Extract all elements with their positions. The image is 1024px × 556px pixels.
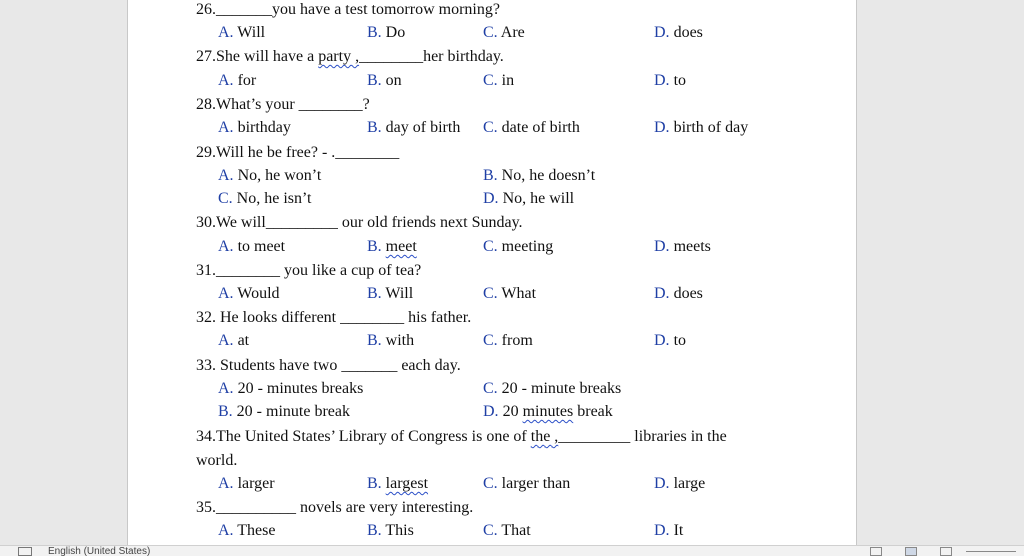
option-letter: D. xyxy=(654,72,670,89)
question-stem xyxy=(196,0,500,20)
option-letter: A. xyxy=(218,72,234,89)
question-stem xyxy=(196,47,504,67)
answer-option[interactable] xyxy=(218,237,285,257)
option-text: 20 - minutes breaks xyxy=(237,380,364,397)
option-letter: C. xyxy=(483,119,498,136)
option-letter: D. xyxy=(654,238,670,255)
answer-option[interactable] xyxy=(218,284,280,304)
option-text: No, he will xyxy=(502,190,575,207)
option-text: Are xyxy=(500,24,525,41)
option-text: It xyxy=(673,522,684,539)
answer-option[interactable] xyxy=(367,118,460,138)
stem-text: 28.What’s your ________? xyxy=(196,96,370,113)
option-letter: D. xyxy=(483,190,499,207)
stem-text: 35.__________ novels are very interesting. xyxy=(196,499,474,516)
option-text: from xyxy=(501,332,533,349)
option-letter: C. xyxy=(483,238,498,255)
option-text: No, he won’t xyxy=(237,167,322,184)
answer-option[interactable] xyxy=(654,331,686,351)
language-indicator[interactable]: English (United States) xyxy=(48,546,151,556)
option-text: on xyxy=(385,72,402,89)
option-letter: C. xyxy=(483,72,498,89)
option-letter: B. xyxy=(483,167,498,184)
answer-option[interactable] xyxy=(654,521,683,541)
question-stem-continuation: world. xyxy=(196,452,238,469)
answer-option[interactable] xyxy=(218,166,321,186)
answer-option[interactable] xyxy=(483,284,536,304)
question-stem xyxy=(196,308,471,328)
stem-text: _________ libraries in the xyxy=(558,428,727,445)
option-text: meeting xyxy=(501,238,554,255)
stem-text: 26. xyxy=(196,1,216,18)
option-text: large xyxy=(673,475,706,492)
answer-option[interactable] xyxy=(483,237,553,257)
option-letter: C. xyxy=(218,190,233,207)
option-text: meet xyxy=(385,238,417,255)
option-text: does xyxy=(673,285,703,302)
answer-option[interactable] xyxy=(654,118,748,138)
answer-option[interactable] xyxy=(218,474,275,494)
option-text: What xyxy=(501,285,537,302)
answer-option[interactable] xyxy=(218,331,249,351)
option-text: to meet xyxy=(237,238,286,255)
option-letter: B. xyxy=(367,332,382,349)
stem-text: ________her birthday. xyxy=(359,48,504,65)
option-text: does xyxy=(673,24,703,41)
stem-text: 27.She will have a xyxy=(196,48,319,65)
question-stem xyxy=(196,498,473,518)
option-text: meets xyxy=(673,238,711,255)
option-letter: A. xyxy=(218,24,234,41)
answer-option[interactable] xyxy=(367,71,402,91)
question-stem xyxy=(196,427,727,447)
answer-option[interactable] xyxy=(367,284,413,304)
option-text: day of birth xyxy=(385,119,461,136)
option-letter: A. xyxy=(218,475,234,492)
stem-text: party , xyxy=(318,48,360,65)
stem-text: 32. He looks different ________ his father. xyxy=(196,309,472,326)
option-letter: A. xyxy=(218,285,234,302)
stem-text: 34.The United States’ Library of Congress is one of xyxy=(196,428,531,445)
answer-option[interactable] xyxy=(367,237,417,257)
option-letter: A. xyxy=(218,119,234,136)
stem-text: you have a test tomorrow morning? xyxy=(272,1,500,18)
option-text: Do xyxy=(385,24,406,41)
option-letter: B. xyxy=(218,403,233,420)
option-letter: A. xyxy=(218,380,234,397)
option-letter: A. xyxy=(218,238,234,255)
stem-text: 29.Will he be free? - .________ xyxy=(196,144,400,161)
answer-option[interactable] xyxy=(218,23,265,43)
zoom-slider[interactable] xyxy=(966,551,1016,552)
option-letter: D. xyxy=(654,285,670,302)
answer-option[interactable] xyxy=(483,521,531,541)
option-letter: D. xyxy=(483,403,499,420)
option-text: with xyxy=(385,332,415,349)
option-text: birth of day xyxy=(673,119,749,136)
answer-option[interactable] xyxy=(218,379,363,399)
option-text: in xyxy=(501,72,515,89)
question-stem xyxy=(196,213,523,233)
option-text: to xyxy=(673,72,687,89)
option-letter: C. xyxy=(483,475,498,492)
option-letter: B. xyxy=(367,72,382,89)
answer-option[interactable] xyxy=(654,23,703,43)
option-letter: B. xyxy=(367,119,382,136)
option-text: Will xyxy=(237,24,266,41)
option-letter: C. xyxy=(483,24,498,41)
option-text: That xyxy=(501,522,531,539)
answer-option[interactable] xyxy=(367,23,405,43)
option-text: for xyxy=(237,72,257,89)
answer-option[interactable] xyxy=(483,379,621,399)
option-text: largest xyxy=(385,475,429,492)
option-letter: A. xyxy=(218,332,234,349)
answer-option[interactable] xyxy=(654,474,705,494)
option-letter: D. xyxy=(654,24,670,41)
option-letter: D. xyxy=(654,522,670,539)
option-letter: C. xyxy=(483,332,498,349)
option-letter: C. xyxy=(483,380,498,397)
option-letter: D. xyxy=(654,475,670,492)
answer-option[interactable] xyxy=(483,166,595,186)
status-bar xyxy=(0,545,1024,556)
question-stem xyxy=(196,143,399,163)
option-letter: A. xyxy=(218,522,234,539)
option-text: These xyxy=(237,522,276,539)
option-text: larger xyxy=(237,475,275,492)
option-text: larger than xyxy=(501,475,571,492)
stem-text: the , xyxy=(530,428,559,445)
answer-option[interactable] xyxy=(367,474,428,494)
answer-option[interactable] xyxy=(654,284,703,304)
answer-option[interactable] xyxy=(218,402,350,422)
option-text: Would xyxy=(237,285,280,302)
option-letter: B. xyxy=(367,475,382,492)
answer-option[interactable] xyxy=(367,521,414,541)
option-letter: B. xyxy=(367,522,382,539)
option-text: 20 - minute break xyxy=(236,403,350,420)
option-text: Will xyxy=(385,285,414,302)
option-text: No, he doesn’t xyxy=(501,167,596,184)
option-text: 20 - minute breaks xyxy=(501,380,622,397)
answer-option[interactable] xyxy=(483,71,514,91)
answer-option[interactable] xyxy=(483,402,613,422)
stem-text: 33. Students have two _______ each day. xyxy=(196,357,461,374)
option-letter: B. xyxy=(367,24,382,41)
option-text: This xyxy=(385,522,414,539)
option-letter: C. xyxy=(483,285,498,302)
option-text: to xyxy=(673,332,687,349)
answer-option[interactable] xyxy=(654,237,711,257)
answer-option[interactable] xyxy=(654,71,686,91)
answer-option[interactable] xyxy=(483,23,525,43)
option-letter: D. xyxy=(654,332,670,349)
question-stem xyxy=(196,356,461,376)
answer-option[interactable] xyxy=(218,71,256,91)
option-letter: C. xyxy=(483,522,498,539)
question-stem xyxy=(196,95,370,115)
answer-option[interactable] xyxy=(483,331,533,351)
answer-option[interactable] xyxy=(483,189,574,209)
option-text: at xyxy=(237,332,250,349)
stem-text: 30.We will_________ our old friends next Sunday. xyxy=(196,214,523,231)
answer-option[interactable] xyxy=(483,118,580,138)
option-letter: B. xyxy=(367,238,382,255)
answer-option[interactable] xyxy=(218,189,311,209)
option-text: birthday xyxy=(237,119,291,136)
option-letter: A. xyxy=(218,167,234,184)
option-text: 20 minutes break xyxy=(502,403,613,420)
answer-option[interactable] xyxy=(367,331,414,351)
answer-option[interactable] xyxy=(483,474,570,494)
option-letter: D. xyxy=(654,119,670,136)
option-text: No, he isn’t xyxy=(236,190,312,207)
answer-option[interactable] xyxy=(218,521,275,541)
option-text: date of birth xyxy=(501,119,580,136)
option-letter: B. xyxy=(367,285,382,302)
stem-text: _______ xyxy=(216,1,272,18)
stem-text: 31.________ you like a cup of tea? xyxy=(196,262,422,279)
answer-option[interactable] xyxy=(218,118,291,138)
question-stem xyxy=(196,261,421,281)
